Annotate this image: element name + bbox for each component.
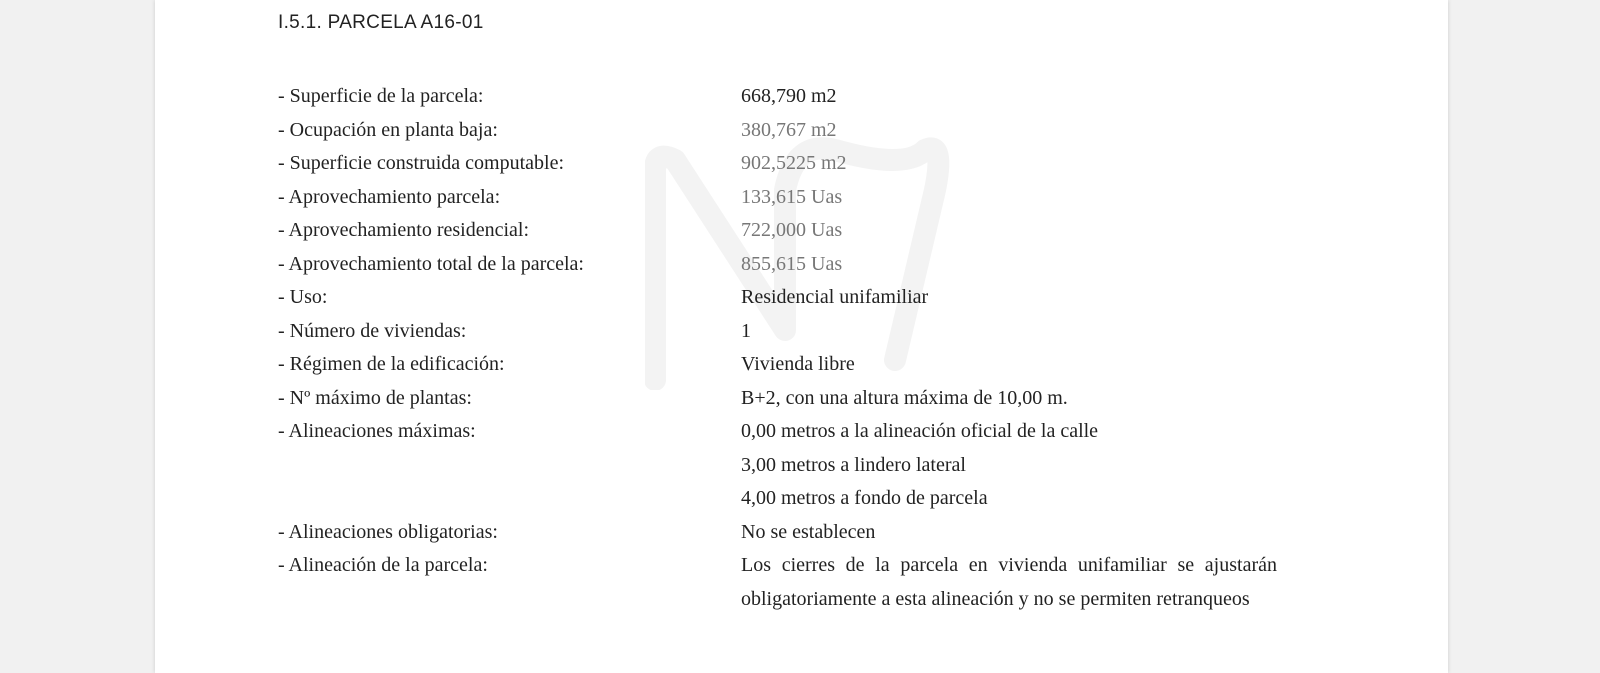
row-label: - Superficie de la parcela: — [278, 85, 484, 107]
value-line: 902,5225 m2 — [741, 152, 847, 174]
row-aprovechamiento-residencial — [278, 214, 1278, 248]
row-value — [741, 382, 1277, 416]
row-aprovechamiento-parcela — [278, 181, 1278, 215]
row-numero-viviendas — [278, 315, 1278, 349]
value-line: B+2, con una altura máxima de 10,00 m. — [741, 386, 1068, 409]
row-label: - Aprovechamiento total de la parcela: — [278, 252, 584, 275]
row-label: - Alineaciones máximas: — [278, 420, 476, 442]
value-line: No se establecen — [741, 520, 876, 543]
value-line: Vivienda libre — [741, 353, 855, 375]
value-line: 722,000 Uas — [741, 219, 843, 241]
row-aprovechamiento-total — [278, 248, 1278, 282]
row-label: - Nº máximo de plantas: — [278, 386, 472, 409]
row-label: - Régimen de la edificación: — [278, 353, 505, 375]
row-label: - Aprovechamiento parcela: — [278, 185, 501, 208]
document-page — [155, 0, 1448, 673]
row-superficie-construida — [278, 147, 1278, 181]
row-alineaciones-maximas — [278, 415, 1278, 516]
row-alineacion-parcela — [278, 549, 1278, 616]
row-value — [741, 114, 1277, 148]
parcel-data-list — [278, 80, 1278, 616]
row-maximo-plantas — [278, 382, 1278, 416]
value-line: 1 — [741, 319, 751, 342]
value-line: 3,00 metros a lindero lateral — [741, 453, 966, 476]
row-value — [741, 415, 1277, 516]
value-line: 855,615 Uas — [741, 252, 843, 275]
row-superficie-parcela — [278, 80, 1278, 114]
value-line: 0,00 metros a la alineación oficial de la calle — [741, 420, 1099, 442]
value-line: 133,615 Uas — [741, 185, 843, 208]
row-value — [741, 80, 1277, 114]
row-label: - Número de viviendas: — [278, 319, 467, 342]
row-value — [741, 315, 1277, 349]
row-uso — [278, 281, 1278, 315]
row-value — [741, 181, 1277, 215]
row-label: - Aprovechamiento residencial: — [278, 219, 530, 241]
row-regimen-edificacion — [278, 348, 1278, 382]
value-line: Residencial unifamiliar — [741, 286, 929, 308]
row-value — [741, 147, 1277, 181]
row-value — [741, 516, 1277, 550]
row-value — [741, 281, 1277, 315]
row-label: - Ocupación en planta baja: — [278, 118, 498, 141]
row-label: - Alineación de la parcela: — [278, 554, 488, 576]
row-value: Los cierres de la parcela en vivienda unifamiliar se ajustarán obligatoriamente a esta alineación y no se permiten retranqueos — [741, 554, 1277, 610]
value-line: 4,00 metros a fondo de parcela — [741, 487, 988, 509]
section-title: I.5.1. PARCELA A16-01 — [278, 12, 484, 33]
row-value — [741, 214, 1277, 248]
value-line: 380,767 m2 — [741, 118, 837, 141]
row-label: - Uso: — [278, 286, 328, 308]
row-value — [741, 248, 1277, 282]
row-ocupacion-planta-baja — [278, 114, 1278, 148]
row-label: - Alineaciones obligatorias: — [278, 520, 498, 543]
value-line: 668,790 m2 — [741, 85, 837, 107]
row-label: - Superficie construida computable: — [278, 152, 565, 174]
row-alineaciones-obligatorias — [278, 516, 1278, 550]
row-value — [741, 348, 1277, 382]
